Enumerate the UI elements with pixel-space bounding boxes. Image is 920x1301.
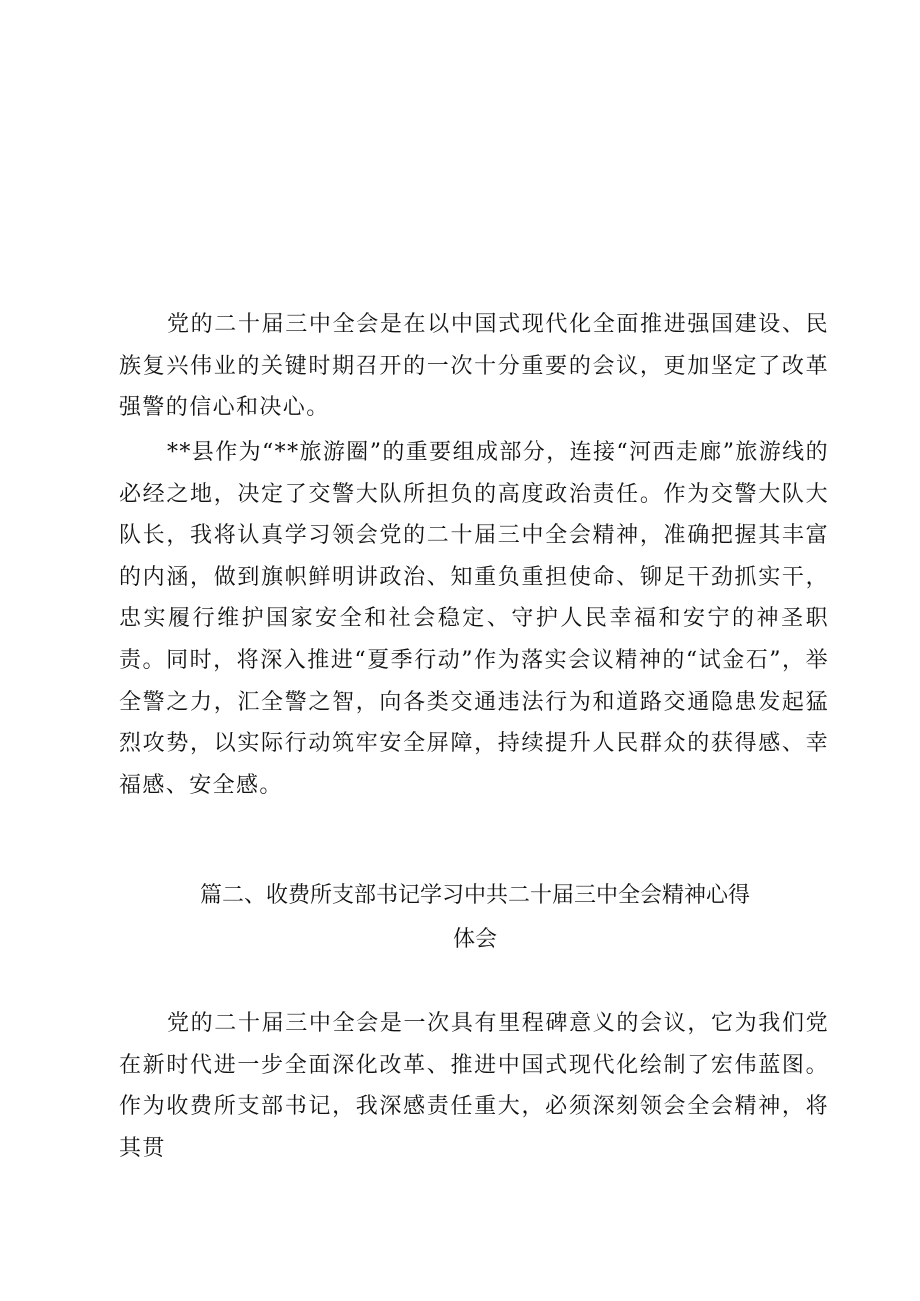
section-heading-line-2: 体会 — [452, 927, 497, 952]
section-heading — [130, 874, 820, 962]
paragraph-traffic-police-commitment: **县作为“**旅游圈”的重要组成部分，连接“河西走廊”旅游线的必经之地，决定了交警大队所担负的高度政治责任。作为交警大队大队长，我将认真学习领会党的二十届三中全会精神，准确把握其丰富的内涵，做到旗帜鲜明讲政治、知重负重担使命、铆足干劲抓实干，忠实履行维护国家安全和社会稳定、守护人民幸福和安宁的神圣职责。同时，将深入推进“夏季行动”作为落实会议精神的“试金石”，举全警之力，汇全警之智，向各类交通违法行为和道路交通隐患发起猛烈攻势，以实际行动筑牢安全屏障，持续提升人民群众的获得感、幸福感、安全感。 — [119, 440, 829, 798]
paragraph-meeting-significance: 党的二十届三中全会是在以中国式现代化全面推进强国建设、民族复兴伟业的关键时期召开的一次十分重要的会议，更加坚定了改革强警的信心和决心。 — [119, 312, 829, 421]
paragraph-toll-station-reflection: 党的二十届三中全会是一次具有里程碑意义的会议，它为我们党在新时代进一步全面深化改革、推进中国式现代化绘制了宏伟蓝图。作为收费所支部书记，我深感责任重大，必须深刻领会全会精神，将其贯 — [119, 1011, 829, 1161]
section-heading-line-1: 篇二、收费所支部书记学习中共二十届三中全会精神心得 — [199, 883, 750, 908]
